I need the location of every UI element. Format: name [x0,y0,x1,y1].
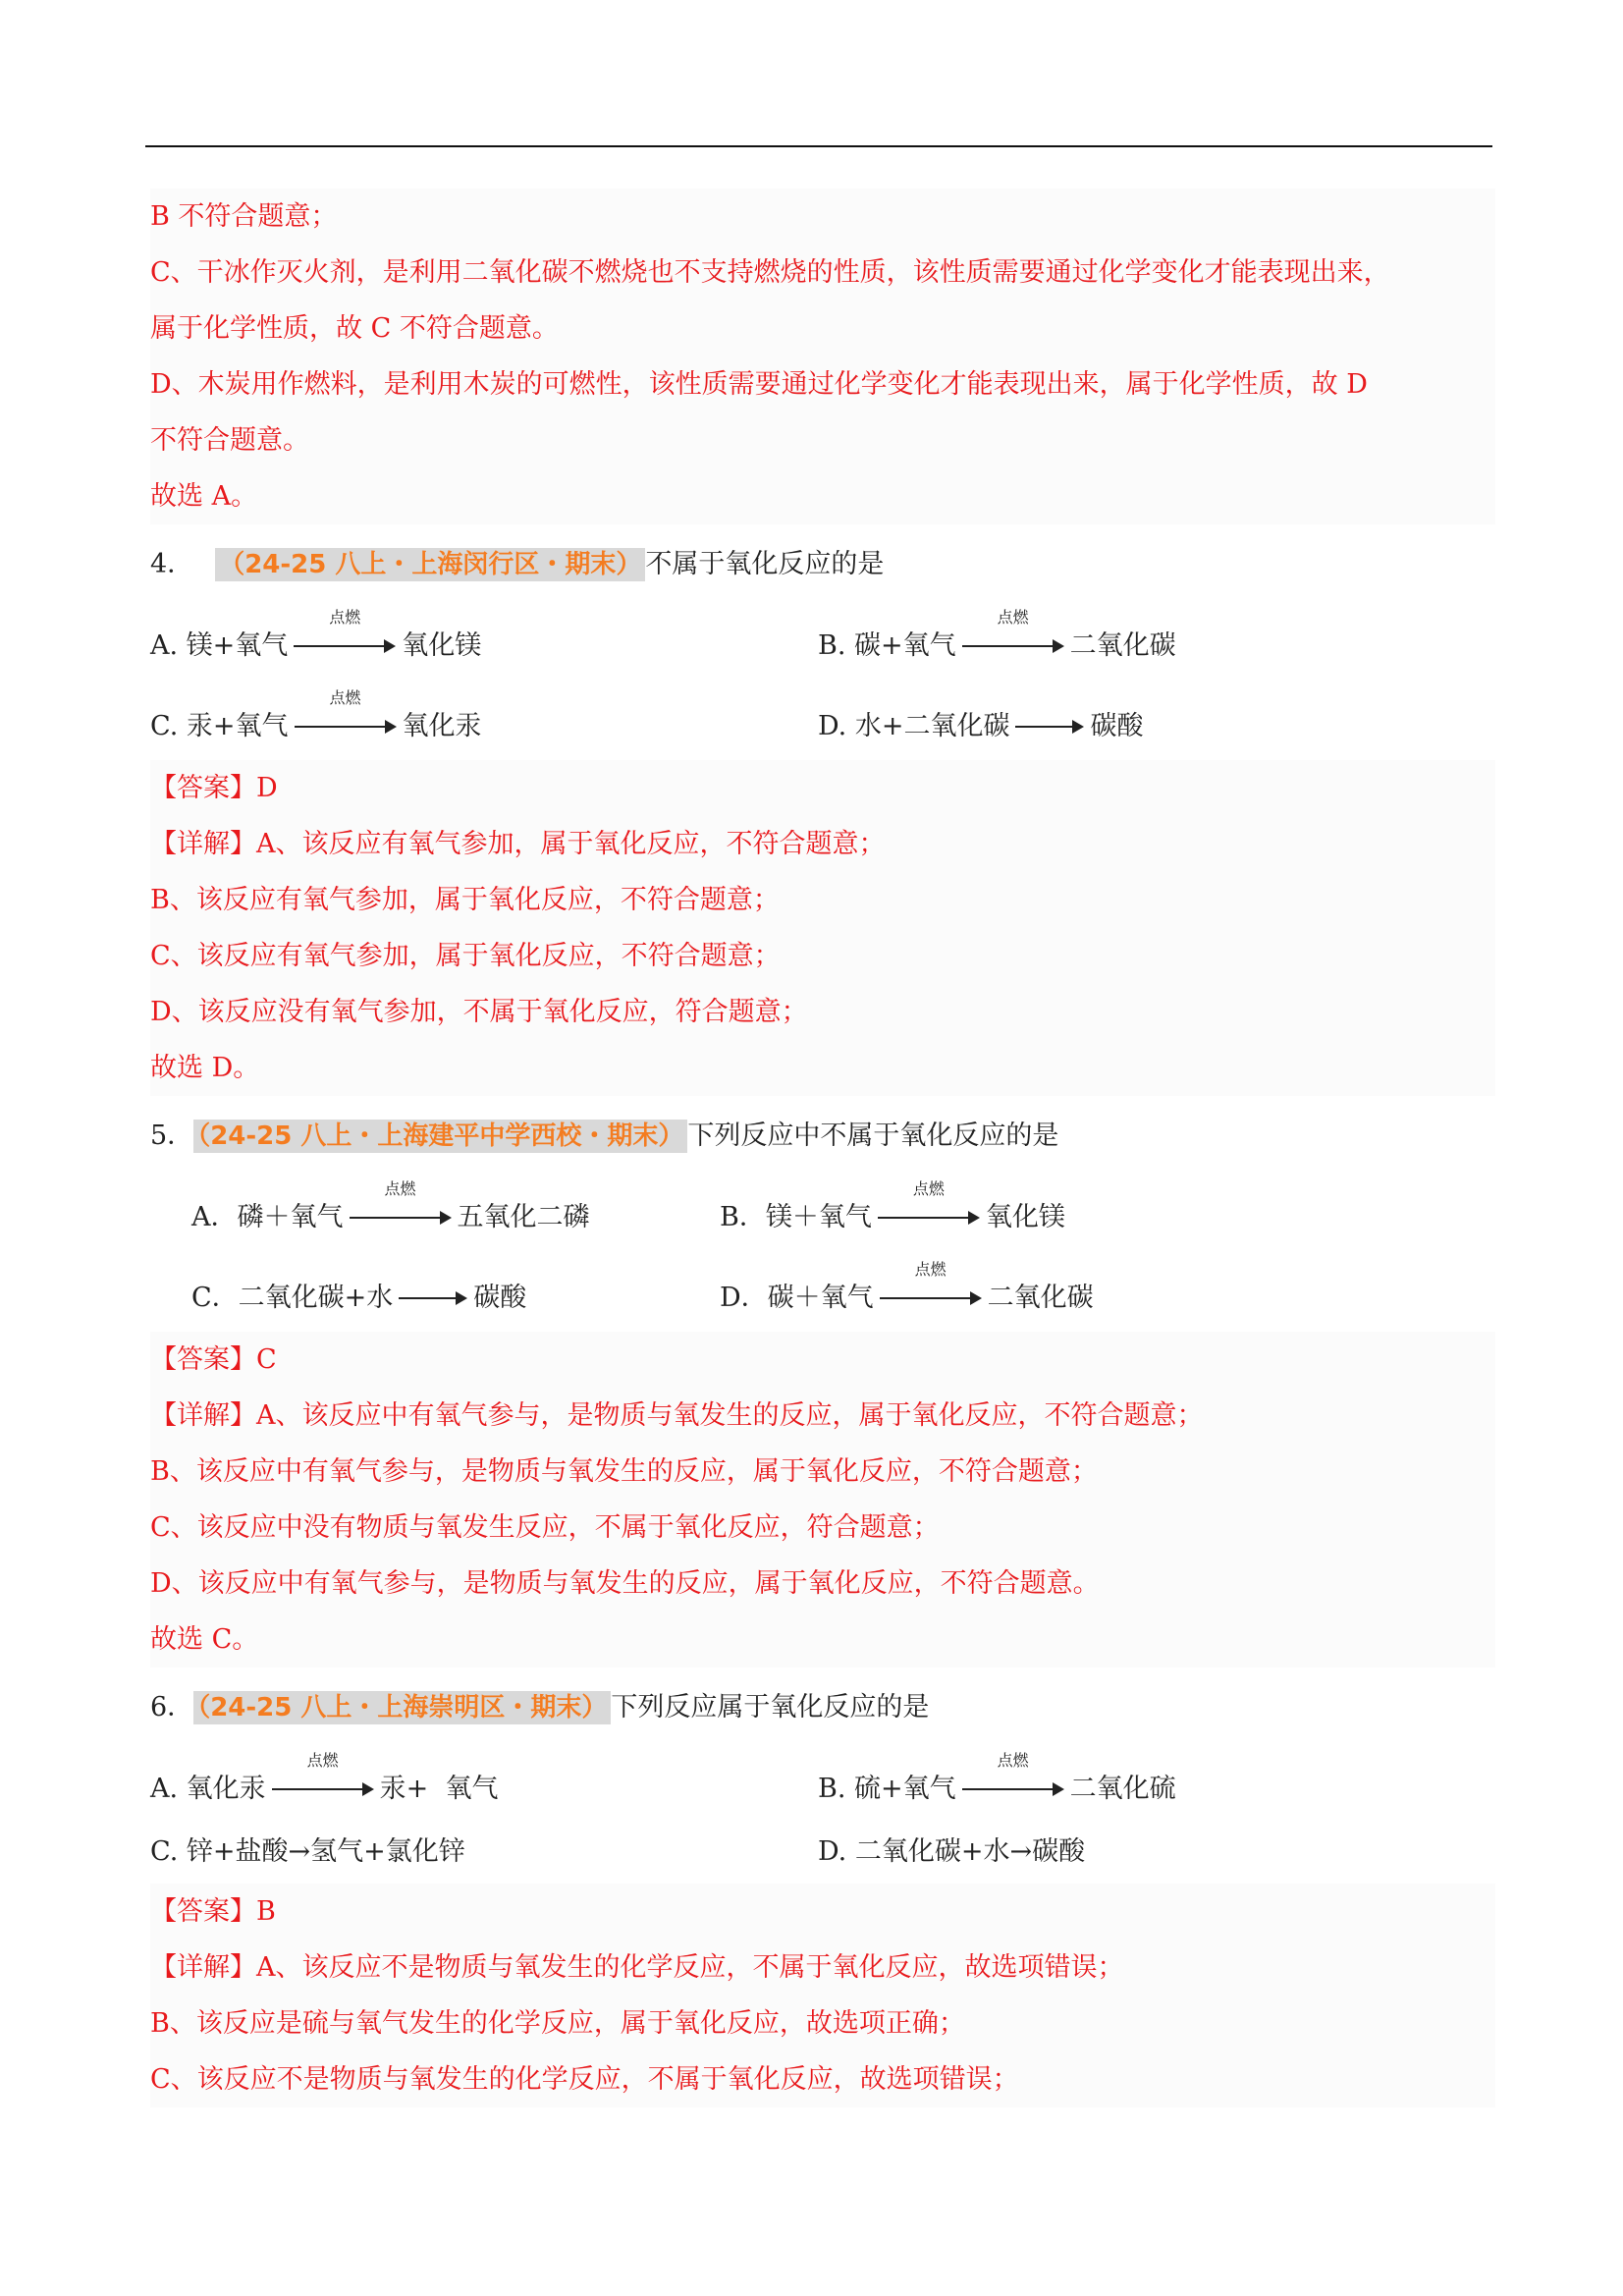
arrow-icon: 点燃 [962,1770,1064,1809]
explanation-block [150,1884,1495,2107]
explanation-block [150,1332,1495,1667]
question-text: 下列反应中不属于氧化反应的是 [687,1121,1059,1151]
answer-line: C、干冰作灭火剂，是利用二氧化碳不燃烧也不支持燃烧的性质，该性质需要通过化学变化才能表现出来， [150,257,1390,288]
option-c: C. 汞+氧气 点燃 氧化汞 [150,707,482,746]
option-a: A. 镁+氧气 点燃 氧化镁 [150,627,481,666]
question-number: 6． [150,1692,194,1722]
options-row [150,1165,1495,1251]
option-a: A．磷＋氧气 点燃 五氧化二磷 [191,1198,590,1237]
options-row [150,680,1495,760]
arrow-icon: 点燃 [272,1770,374,1809]
detail-line: B、该反应中有氧气参与，是物质与氧发生的反应，属于氧化反应，不符合题意； [150,1456,1098,1487]
question-text: 下列反应属于氧化反应的是 [611,1692,930,1722]
arrow-icon [399,1279,467,1318]
option-b: B．镁＋氧气 点燃 氧化镁 [720,1198,1065,1237]
previous-answer-block [150,189,1495,524]
arrow-icon: 点燃 [350,1198,452,1237]
option-b: B. 碳+氧气 点燃 二氧化碳 [818,627,1176,666]
answer-line: 属于化学性质，故 C 不符合题意。 [150,313,559,344]
question-number: 4． [150,549,194,579]
answer-conclusion: 故选 A。 [150,481,258,512]
options-row [150,1251,1495,1332]
arrow-icon: 点燃 [880,1279,982,1318]
detail-line: C、该反应不是物质与氧发生的化学反应，不属于氧化反应，故选项错误； [150,2064,1019,2095]
detail-line: B、该反应是硫与氧气发生的化学反应，属于氧化反应，故选项正确； [150,2008,965,2039]
document-body [150,189,1495,2107]
option-d: D. 水+二氧化碳 碳酸 [818,707,1143,746]
detail-line: 【详解】A、该反应不是物质与氧发生的化学反应，不属于氧化反应，故选项错误； [150,1952,1124,1983]
detail-line: C、该反应中没有物质与氧发生反应，不属于氧化反应，符合题意； [150,1512,940,1543]
option-d: D．碳＋氧气 点燃 二氧化碳 [720,1279,1094,1318]
options-row [150,1736,1495,1823]
detail-line: 【详解】A、该反应中有氧气参与，是物质与氧发生的反应，属于氧化反应，不符合题意； [150,1400,1204,1431]
arrow-icon: 点燃 [962,627,1064,666]
option-c: C. 锌+盐酸→氢气+氯化锌 [150,1836,465,1867]
arrow-icon: 点燃 [294,627,396,666]
question-number: 5． [150,1121,194,1151]
question-stem [150,1108,1495,1165]
answer-line: 【答案】D [150,773,278,803]
arrow-icon [1015,707,1084,746]
answer-conclusion: 故选 D。 [150,1053,260,1083]
header-rule [145,145,1492,147]
option-c: C．二氧化碳+水 碳酸 [191,1279,526,1318]
option-d: D. 二氧化碳+水→碳酸 [818,1836,1086,1867]
question-stem [150,536,1495,593]
arrow-icon: 点燃 [295,707,397,746]
source-tag: （24-25 八上・上海建平中学西校・期末） [193,1120,687,1153]
arrow-icon: 点燃 [878,1198,980,1237]
detail-line: B、该反应有氧气参加，属于氧化反应，不符合题意； [150,885,780,915]
answer-line: 不符合题意。 [150,425,309,456]
detail-line: 【详解】A、该反应有氧气参加，属于氧化反应，不符合题意； [150,829,886,859]
question-stem [150,1679,1495,1736]
source-tag: （24-25 八上・上海崇明区・期末） [193,1691,611,1724]
answer-line: D、木炭用作燃料，是利用木炭的可燃性，该性质需要通过化学变化才能表现出来，属于化学性质，故 D [150,369,1368,400]
detail-line: D、该反应中有氧气参与，是物质与氧发生的反应，属于氧化反应，不符合题意。 [150,1568,1100,1599]
answer-line: B 不符合题意； [150,201,338,232]
options-row [150,1823,1495,1884]
option-b: B. 硫+氧气 点燃 二氧化硫 [818,1770,1176,1809]
question-5 [150,1108,1495,1667]
question-text: 不属于氧化反应的是 [645,549,885,579]
options-row [150,593,1495,680]
answer-line: 【答案】B [150,1896,276,1927]
detail-line: D、该反应没有氧气参加，不属于氧化反应，符合题意； [150,997,808,1027]
option-a: A. 氧化汞 点燃 汞+ 氧气 [150,1770,498,1809]
source-tag: （24-25 八上・上海闵行区・期末） [215,548,645,581]
explanation-block [150,760,1495,1096]
answer-conclusion: 故选 C。 [150,1624,259,1655]
answer-line: 【答案】C [150,1344,277,1375]
question-6 [150,1679,1495,2107]
detail-line: C、该反应有氧气参加，属于氧化反应，不符合题意； [150,941,781,971]
question-4 [150,536,1495,1096]
